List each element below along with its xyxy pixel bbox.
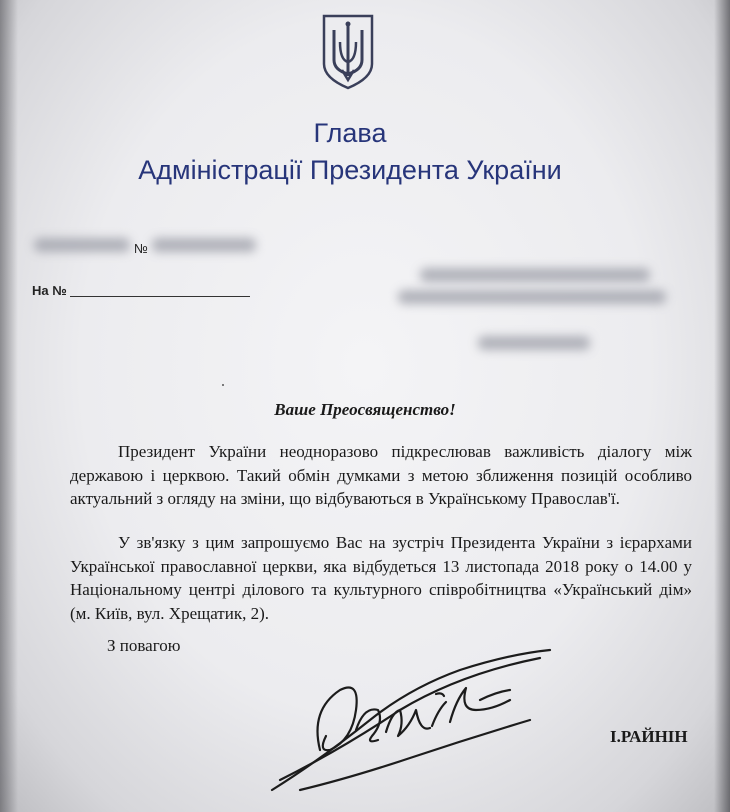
speck — [222, 384, 224, 386]
letterhead-title: Глава — [313, 118, 387, 148]
paragraph-2 — [70, 531, 692, 625]
letterhead-subtitle: Адміністрації Президента України — [138, 155, 562, 185]
redacted-number — [152, 238, 256, 252]
incoming-number-label: На № — [32, 283, 67, 298]
paragraph-1-text: Президент України неодноразово підкреслював важливість діалогу між державою і церквою. Такий обмін думками з метою зближення позицій особливо актуальний з огляду на зміни, що відбуваються в Українському Православ'ї. — [70, 442, 692, 508]
number-label: № — [134, 241, 148, 256]
salutation: Ваше Преосвященство! — [274, 400, 456, 419]
redacted-addressee-line3 — [478, 336, 590, 350]
redacted-addressee-line2 — [398, 290, 666, 304]
paragraph-1 — [70, 440, 692, 511]
signature-image — [260, 640, 580, 800]
closing: З повагою — [107, 636, 181, 655]
redacted-addressee-line1 — [420, 268, 650, 282]
trident-emblem-icon — [318, 12, 378, 92]
redacted-date — [34, 238, 130, 252]
incoming-number-line — [70, 296, 250, 297]
signer-name: І.РАЙНІН — [610, 727, 688, 746]
paragraph-2-text: У зв'язку з цим запрошуємо Вас на зустріч Президента України з ієрархами Української православної церкви, яка відбудеться 13 листопада 2018 року о 14.00 у Національному центрі ділового та культурного співробітництва «Український дім» (м. Київ, вул. Хрещатик, 2). — [70, 533, 692, 623]
